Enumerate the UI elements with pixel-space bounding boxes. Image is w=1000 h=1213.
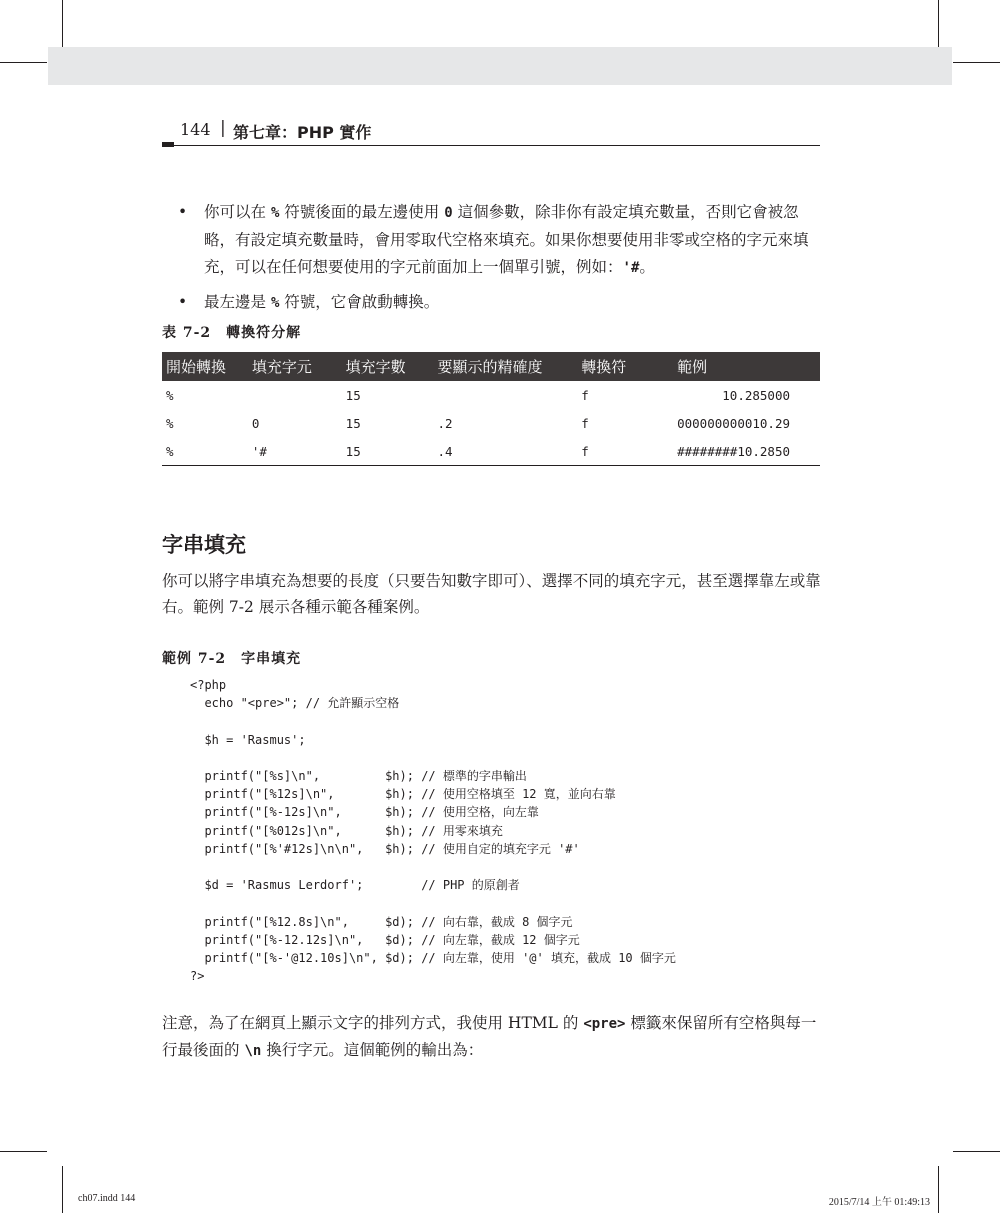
slug-timestamp: 2015/7/14 上午 01:49:13 bbox=[828, 1197, 930, 1208]
table-cell: % bbox=[162, 437, 248, 466]
crop-mark bbox=[0, 62, 47, 63]
table-cell: '# bbox=[248, 437, 342, 466]
slug-filename: ch07.indd 144 bbox=[78, 1193, 136, 1204]
table-header-row bbox=[162, 352, 820, 381]
bullet-item: • 你可以在 % 符號後面的最左邊使用 0 這個參數，除非你有設定填充數量，否則它會被忽略，有設定填充數量時，會用零取代空格來填充。如果你想要使用非零或空格的字元來填充，可以在任何想要使用的字元前面加上一個單引號，例如：'#。 bbox=[178, 199, 828, 282]
chapter-title: 第七章：PHP 實作 bbox=[233, 123, 372, 142]
table-cell: 15 bbox=[345, 387, 361, 403]
bullet-list bbox=[178, 199, 828, 324]
table-cell bbox=[248, 381, 342, 409]
table-cell: .4 bbox=[434, 437, 578, 466]
table-cell: ########10.2850 bbox=[673, 437, 820, 466]
table-cell: 15 bbox=[342, 437, 434, 466]
column-header: 填充字元 bbox=[248, 352, 342, 381]
table-cell: 000000000010.29 bbox=[677, 415, 790, 431]
table-cell: % bbox=[166, 415, 174, 431]
column-header: 範例 bbox=[673, 352, 820, 381]
table-row bbox=[162, 409, 820, 437]
conversion-table bbox=[162, 352, 820, 466]
bullet-marker: • bbox=[178, 203, 188, 221]
example-caption: 範例 7-2 字串填充 bbox=[162, 651, 302, 667]
section-title: 字串填充 bbox=[162, 533, 246, 557]
table-cell: f bbox=[581, 415, 589, 431]
code-listing: <?php echo "<pre>"; // 允許顯示空格 $h = 'Rasmus'; printf("[%s]\n", $h); // 標準的字串輸出 printf("[%12s]\n", $h); // 使用空格填至 12 寬，並向右靠 printf("[%-12s]\n", $h); // 使用空格，向左靠 printf("[%012s]\n", $h); // 用零來填充 printf("[%'#12s]\n\n", $h); // 使用自定的填充字元 '#' $d = 'Rasmus Lerdorf'; // PHP 的原創者 printf("[%12.8s]\n", $d); // 向右靠，截成 8 個字元 printf("[%-12.12s]\n", $d); // 向左靠，截成 12 個字元 printf("[%-'@12.10s]\n", $d); // 向左靠，使用 '@' 填充，截成 10 個字元 ?> bbox=[190, 678, 676, 984]
crop-mark bbox=[938, 0, 939, 47]
crop-mark bbox=[62, 0, 63, 47]
page-number: 144 bbox=[180, 120, 211, 139]
column-header: 要顯示的精確度 bbox=[434, 352, 578, 381]
bullet-item: • 最左邊是 % 符號，它會啟動轉換。 bbox=[178, 289, 828, 317]
running-head bbox=[162, 118, 820, 148]
page-header-band bbox=[48, 47, 952, 85]
running-head-separator: | bbox=[220, 118, 226, 138]
crop-mark bbox=[953, 1151, 1000, 1152]
table-cell: 0 bbox=[251, 415, 260, 431]
column-header: 填充字數 bbox=[342, 352, 434, 381]
column-header: 開始轉換 bbox=[162, 352, 248, 381]
table-cell: f bbox=[581, 387, 589, 403]
crop-mark bbox=[0, 1151, 47, 1152]
table-cell: 10.285000 bbox=[722, 387, 790, 403]
table-caption: 表 7-2 轉換符分解 bbox=[162, 325, 302, 341]
running-head-rule bbox=[162, 145, 820, 146]
table-row bbox=[162, 437, 820, 466]
table-cell bbox=[434, 381, 578, 409]
column-header: 轉換符 bbox=[577, 352, 673, 381]
crop-mark bbox=[953, 62, 1000, 63]
running-head-tab bbox=[162, 142, 174, 147]
crop-mark bbox=[62, 1166, 63, 1213]
table-cell: % bbox=[166, 387, 174, 403]
section-paragraph: 你可以將字串填充為想要的長度（只要告知數字即可）、選擇不同的填充字元，甚至選擇靠左或靠右。範例 7-2 展示各種示範各種案例。 bbox=[162, 572, 821, 616]
bullet-marker: • bbox=[178, 293, 188, 311]
table-cell: .2 bbox=[437, 415, 453, 431]
table-row bbox=[162, 381, 820, 409]
crop-mark bbox=[938, 1166, 939, 1213]
table-cell: f bbox=[577, 437, 673, 466]
table-cell: 15 bbox=[345, 415, 361, 431]
closing-paragraph: 注意，為了在網頁上顯示文字的排列方式，我使用 HTML 的 <pre> 標籤來保留所有空格與每一行最後面的 \n 換行字元。這個範例的輸出為： bbox=[162, 1014, 817, 1059]
